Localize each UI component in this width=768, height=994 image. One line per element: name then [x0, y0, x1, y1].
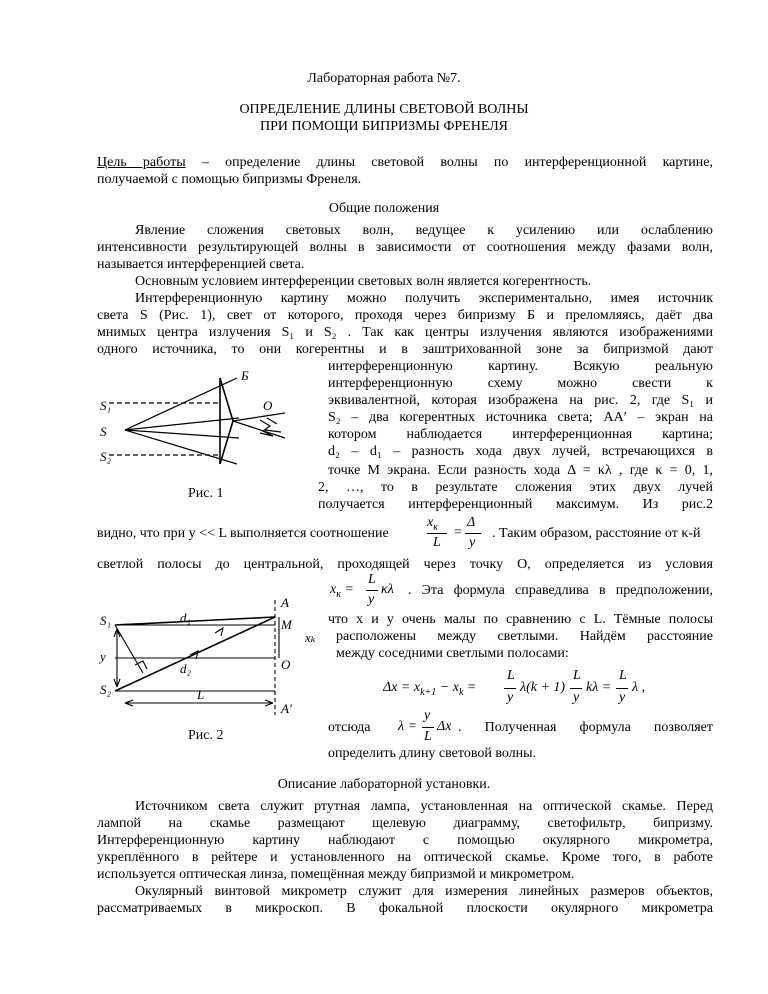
lab-title: Лабораторная работа №7. — [307, 71, 461, 86]
figure-2-interference-scheme — [95, 595, 325, 720]
fig2-label-m: M — [281, 617, 292, 632]
fig1-label-o: O — [263, 398, 273, 413]
p1-line2: интенсивности результирующей волны в зависимости от соотношения между фазами волн, — [97, 240, 713, 255]
p3r-line3: эквивалентной, которая изображена на рис. 2, где S₁ и — [328, 393, 713, 408]
formula-note: . Эта формула справедлива в предположении, — [408, 583, 713, 598]
setup-p1-line5: используется оптическая линза, помещённая между бипризмой и микрометром. — [97, 867, 575, 882]
fig2-label-y: y — [100, 649, 106, 664]
setup-p1-line1: Источником света служит ртутная лампа, установленная на оптической скамье. Перед — [135, 799, 713, 814]
p3r-line6: d₂ – d₁ – разность хода двух лучей, встречающихся в — [328, 444, 713, 459]
setup-p2-line1: Окулярный винтовой микрометр служит для измерения линейных размеров объектов, — [135, 884, 713, 899]
fig1-label-s2: S₂ — [100, 449, 112, 464]
otsyuda-rest: . Полученная формула позволяет — [458, 720, 713, 735]
p1-line3: называется интерференцией света. — [97, 257, 305, 272]
formula-lambda: λ = y L Δx — [398, 708, 452, 744]
formula-delta-x: $\Delta x = x_{k+1} - x_k$ = L y λ(k + 1) L y kλ = L y λ , — [383, 668, 646, 705]
fig2-label-d1: d₁ — [180, 610, 192, 625]
opredelit-line: определить длину световой волны. — [328, 746, 537, 761]
setup-p1-line3: Интерференционную картину наблюдают с помощью окулярного микрометра, — [97, 833, 713, 848]
p4-line3: между соседними светлыми полосами: — [336, 646, 569, 661]
otsyuda-label: отсюда — [328, 720, 371, 735]
fig2-caption: Рис. 2 — [188, 728, 224, 743]
formula-ratio: $x_к$ L = Δ y — [427, 513, 489, 553]
setup-p1-line2: лампой на скамье размещают щелевую диаграмму, светофильтр, бипризму. — [97, 816, 713, 831]
goal-label: Цель работы — [97, 155, 186, 170]
fig2-label-a-prime: A′ — [281, 701, 292, 716]
p1-line1: Явление сложения световых волн, ведущее к усилению или ослаблению — [135, 223, 713, 238]
line-vidno-a: видно, что при y << L выполняется соотношение — [97, 526, 389, 541]
p3-line3: мнимых центра излучения S₁ и S₂ . Так как центры излучения являются изображениями — [97, 325, 713, 340]
fig1-label-b: Б — [241, 368, 249, 383]
fig2-label-o: O — [281, 657, 291, 672]
p3r-line5: котором наблюдается интерференционная картина; — [328, 427, 713, 442]
p3-line2: света S (Рис. 1), свет от которого, проходя через бипризму Б и преломляясь, даёт два — [97, 308, 713, 323]
fig1-label-s1: S₁ — [100, 398, 112, 413]
goal-text: – определение длины световой волны по интерференционной картине, — [201, 155, 714, 170]
fig2-label-s1: S₁ — [100, 613, 112, 628]
p3-line4: одного источника, то они когерентны и в заштрихованной зоне за бипризмой дают — [97, 342, 713, 357]
p3r-line9: получается интерференционный максимум. Из рис.2 — [318, 497, 713, 512]
p2-line: Основным условием интерференции световых волн является когерентность. — [135, 274, 592, 289]
fig2-label-s2: S₂ — [100, 682, 112, 697]
fig1-label-s: S — [100, 424, 107, 439]
setup-p2-line2: рассматриваемых в микроскоп. В фокальной плоскости окулярного микрометра — [97, 901, 713, 916]
fig2-label-d2: d₂ — [180, 661, 192, 676]
figure-1-biprism-diagram — [95, 358, 325, 473]
fig2-label-a: A — [281, 595, 289, 610]
section-heading-general: Общие положения — [328, 201, 440, 216]
p3r-line2: интерференционную схему можно свести к — [328, 376, 713, 391]
p4-line1: что x и y очень малы по сравнению с L. Тёмные полосы — [328, 612, 713, 627]
p3r-line4: S₂ – два когерентных источника света; AA′ – экран на — [328, 410, 713, 425]
line-vidno-b: . Таким образом, расстояние от κ-й — [492, 526, 701, 541]
fig2-label-xk: xₖ — [305, 630, 316, 645]
p3r-line1: интерференционную картину. Всякую реальную — [328, 359, 713, 374]
p3r-line8: 2, …, то в результате сложения этих двух лучей — [318, 480, 713, 495]
fig1-caption: Рис. 1 — [188, 486, 224, 501]
p3r-line7: точке M экрана. Если разность хода Δ = κλ , где κ = 0, 1, — [328, 463, 713, 478]
p3-line1: Интерференционную картину можно получить экспериментально, имея источник — [135, 291, 713, 306]
section-heading-setup: Описание лабораторной установки. — [277, 777, 491, 792]
page-title-line1: ОПРЕДЕЛЕНИЕ ДЛИНЫ СВЕТОВОЙ ВОЛНЫ — [239, 102, 529, 117]
page-title-line2: ПРИ ПОМОЩИ БИПРИЗМЫ ФРЕНЕЛЯ — [259, 119, 509, 134]
p4-line2: расположены между светлыми. Найдём расстояние — [336, 629, 713, 644]
setup-p1-line4: укреплённого в рейтере и установленного на оптической скамье. Кроме того, в работе — [97, 850, 713, 865]
goal-line1 — [97, 154, 713, 171]
line-svetloy: светлой полосы до центральной, проходящей через точку O, определяется из условия — [97, 557, 713, 572]
fig2-label-l: L — [197, 687, 205, 702]
goal-line2: получаемой с помощью бипризмы Френеля. — [97, 172, 362, 187]
formula-xk: $x_к$ = L y κλ — [330, 572, 394, 607]
